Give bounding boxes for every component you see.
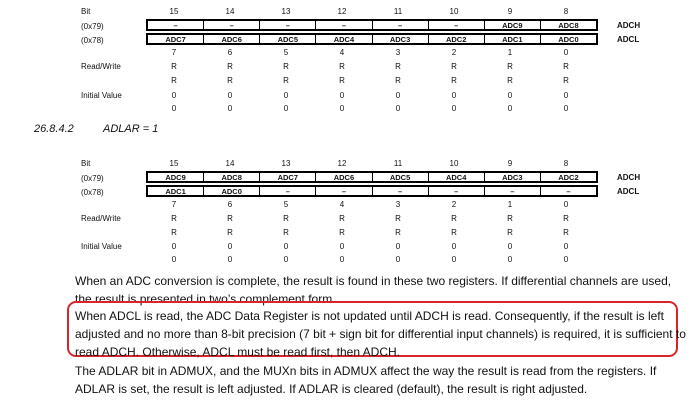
bit-number-row-low: [146, 48, 594, 57]
access-cell: R: [339, 228, 345, 237]
bit-number: 13: [281, 7, 291, 16]
initial-value-cell: 0: [395, 91, 401, 100]
bit-number: 6: [227, 200, 233, 209]
register-bit-cell: ADC0: [204, 187, 260, 195]
initial-value-label: Initial Value: [81, 242, 122, 251]
access-cell: R: [171, 228, 177, 237]
register-address-high: (0x79): [81, 174, 104, 183]
paragraph-line: the result is presented in two’s complement form.: [75, 292, 336, 306]
bit-number: 2: [451, 48, 457, 57]
initial-value-cell: 0: [451, 242, 457, 251]
initial-value-cell: 0: [451, 255, 457, 264]
register-row-adcl: [146, 33, 598, 45]
initial-value-cell: 0: [395, 255, 401, 264]
paragraph-line: When ADCL is read, the ADC Data Register is not updated until ADCH is read. Consequently, if the result is left: [75, 309, 664, 323]
bit-number: 10: [449, 159, 459, 168]
bit-number: 4: [339, 200, 345, 209]
register-bit-cell: –: [316, 21, 372, 29]
bit-number: 8: [563, 159, 569, 168]
bit-number: 12: [337, 7, 347, 16]
bit-number: 12: [337, 159, 347, 168]
register-address-low: (0x78): [81, 188, 104, 197]
initial-value-row-low: [146, 104, 594, 113]
bit-number: 7: [171, 48, 177, 57]
register-bit-cell: –: [148, 21, 204, 29]
initial-value-cell: 0: [227, 91, 233, 100]
bit-number: 14: [225, 159, 235, 168]
bit-number: 13: [281, 159, 291, 168]
access-cell: R: [563, 228, 569, 237]
access-cell: R: [171, 62, 177, 71]
read-write-row-low: [146, 228, 594, 237]
access-cell: R: [451, 214, 457, 223]
register-bit-cell: ADC1: [485, 35, 541, 43]
register-bit-cell: –: [429, 21, 485, 29]
initial-value-row-high: [146, 91, 594, 100]
bit-number: 15: [169, 7, 179, 16]
register-row-adch: [146, 19, 598, 31]
bit-number: 5: [283, 200, 289, 209]
initial-value-cell: 0: [507, 91, 513, 100]
register-bit-cell: ADC8: [204, 173, 260, 181]
bit-number: 11: [393, 7, 403, 16]
paragraph-line: When an ADC conversion is complete, the result is found in these two registers. If differential channels are used,: [75, 274, 672, 288]
bit-number: 4: [339, 48, 345, 57]
register-name-adch: ADCH: [617, 21, 641, 30]
initial-value-cell: 0: [227, 255, 233, 264]
bit-number: 5: [283, 48, 289, 57]
access-cell: R: [283, 76, 289, 85]
section-title: ADLAR = 1: [103, 123, 159, 135]
register-name-adcl: ADCL: [617, 187, 640, 196]
initial-value-cell: 0: [171, 104, 177, 113]
read-write-row-low: [146, 76, 594, 85]
register-address-low: (0x78): [81, 36, 104, 45]
access-cell: R: [563, 76, 569, 85]
register-bit-cell: ADC0: [558, 35, 579, 44]
access-cell: R: [227, 62, 233, 71]
register-name-adcl: ADCL: [617, 35, 640, 44]
initial-value-cell: 0: [395, 242, 401, 251]
bit-number: 14: [225, 7, 235, 16]
access-cell: R: [227, 214, 233, 223]
register-bit-cell: ADC5: [373, 173, 429, 181]
paragraph-line: The ADLAR bit in ADMUX, and the MUXn bits in ADMUX affect the way the result is read from the registers. If: [75, 364, 657, 378]
register-bit-cell: –: [429, 187, 485, 195]
access-cell: R: [507, 76, 513, 85]
access-cell: R: [283, 62, 289, 71]
read-write-row-high: [146, 62, 594, 71]
access-cell: R: [451, 228, 457, 237]
initial-value-cell: 0: [227, 104, 233, 113]
register-bit-cell: ADC4: [429, 173, 485, 181]
initial-value-cell: 0: [507, 255, 513, 264]
initial-value-cell: 0: [339, 255, 345, 264]
access-cell: R: [451, 76, 457, 85]
access-cell: R: [339, 62, 345, 71]
bit-label: Bit: [81, 159, 91, 168]
bit-number: 11: [393, 159, 403, 168]
initial-value-cell: 0: [339, 104, 345, 113]
initial-value-cell: 0: [339, 242, 345, 251]
register-bit-cell: ADC2: [558, 173, 579, 182]
bit-number-row-high: [146, 159, 594, 168]
bit-number: 6: [227, 48, 233, 57]
paragraph-line: read ADCH. Otherwise, ADCL must be read first, then ADCH.: [75, 345, 401, 359]
register-bit-cell: ADC7: [148, 35, 204, 43]
access-cell: R: [171, 76, 177, 85]
bit-number: 1: [507, 48, 513, 57]
initial-value-cell: 0: [395, 104, 401, 113]
initial-value-cell: 0: [227, 242, 233, 251]
initial-value-cell: 0: [451, 91, 457, 100]
initial-value-cell: 0: [171, 242, 177, 251]
initial-value-cell: 0: [283, 255, 289, 264]
register-bit-cell: ADC3: [485, 173, 541, 181]
bit-number: 1: [507, 200, 513, 209]
access-cell: R: [171, 214, 177, 223]
access-cell: R: [339, 76, 345, 85]
initial-value-cell: 0: [171, 255, 177, 264]
access-cell: R: [395, 214, 401, 223]
access-cell: R: [507, 214, 513, 223]
read-write-label: Read/Write: [81, 214, 121, 223]
bit-number: 15: [169, 159, 179, 168]
bit-number-row-low: [146, 200, 594, 209]
access-cell: R: [507, 62, 513, 71]
initial-value-cell: 0: [171, 91, 177, 100]
access-cell: R: [451, 62, 457, 71]
section-number: 26.8.4.2: [34, 123, 74, 135]
register-bit-cell: –: [260, 21, 316, 29]
read-write-row-high: [146, 214, 594, 223]
initial-value-cell: 0: [563, 242, 569, 251]
access-cell: R: [563, 214, 569, 223]
access-cell: R: [395, 62, 401, 71]
access-cell: R: [283, 214, 289, 223]
initial-value-cell: 0: [563, 104, 569, 113]
bit-number: 3: [395, 48, 401, 57]
paragraph-line: ADLAR is set, the result is left adjusted. If ADLAR is cleared (default), the result is right adjusted.: [75, 382, 588, 396]
access-cell: R: [339, 214, 345, 223]
bit-number-row-high: [146, 7, 594, 16]
register-row-adch: [146, 171, 598, 183]
register-bit-cell: ADC9: [485, 21, 541, 29]
register-bit-cell: –: [566, 187, 571, 196]
initial-value-row-high: [146, 242, 594, 251]
register-bit-cell: ADC7: [260, 173, 316, 181]
initial-value-cell: 0: [563, 255, 569, 264]
initial-value-cell: 0: [283, 104, 289, 113]
access-cell: R: [227, 228, 233, 237]
register-bit-cell: –: [373, 21, 429, 29]
read-write-label: Read/Write: [81, 62, 121, 71]
access-cell: R: [563, 62, 569, 71]
paragraph-adlar: [75, 362, 690, 398]
bit-number: 9: [507, 159, 513, 168]
register-bit-cell: –: [204, 21, 260, 29]
access-cell: R: [395, 76, 401, 85]
register-bit-cell: ADC6: [204, 35, 260, 43]
access-cell: R: [283, 228, 289, 237]
bit-number: 2: [451, 200, 457, 209]
register-bit-cell: –: [316, 187, 372, 195]
initial-value-cell: 0: [507, 104, 513, 113]
register-bit-cell: ADC3: [373, 35, 429, 43]
initial-value-row-low: [146, 255, 594, 264]
register-bit-cell: ADC2: [429, 35, 485, 43]
register-bit-cell: ADC1: [148, 187, 204, 195]
initial-value-cell: 0: [507, 242, 513, 251]
access-cell: R: [507, 228, 513, 237]
bit-number: 8: [563, 7, 569, 16]
register-bit-cell: –: [485, 187, 541, 195]
initial-value-cell: 0: [283, 242, 289, 251]
access-cell: R: [227, 76, 233, 85]
access-cell: R: [395, 228, 401, 237]
register-name-adch: ADCH: [617, 173, 641, 182]
register-row-adcl: [146, 185, 598, 197]
register-bit-cell: ADC5: [260, 35, 316, 43]
initial-value-cell: 0: [339, 91, 345, 100]
bit-number: 9: [507, 7, 513, 16]
paragraph-read-order: [75, 307, 690, 361]
register-bit-cell: –: [260, 187, 316, 195]
initial-value-cell: 0: [283, 91, 289, 100]
bit-number: 3: [395, 200, 401, 209]
register-address-high: (0x79): [81, 22, 104, 31]
register-bit-cell: ADC8: [558, 21, 579, 30]
register-bit-cell: ADC6: [316, 173, 372, 181]
initial-value-cell: 0: [563, 91, 569, 100]
bit-number: 0: [563, 48, 569, 57]
bit-number: 0: [563, 200, 569, 209]
register-bit-cell: ADC4: [316, 35, 372, 43]
bit-number: 7: [171, 200, 177, 209]
register-bit-cell: ADC9: [148, 173, 204, 181]
initial-value-cell: 0: [451, 104, 457, 113]
bit-label: Bit: [81, 7, 91, 16]
initial-value-label: Initial Value: [81, 91, 122, 100]
bit-number: 10: [449, 7, 459, 16]
register-bit-cell: –: [373, 187, 429, 195]
paragraph-line: adjusted and no more than 8-bit precision (7 bit + sign bit for differential input channels) is required, it is sufficient to: [75, 327, 686, 341]
